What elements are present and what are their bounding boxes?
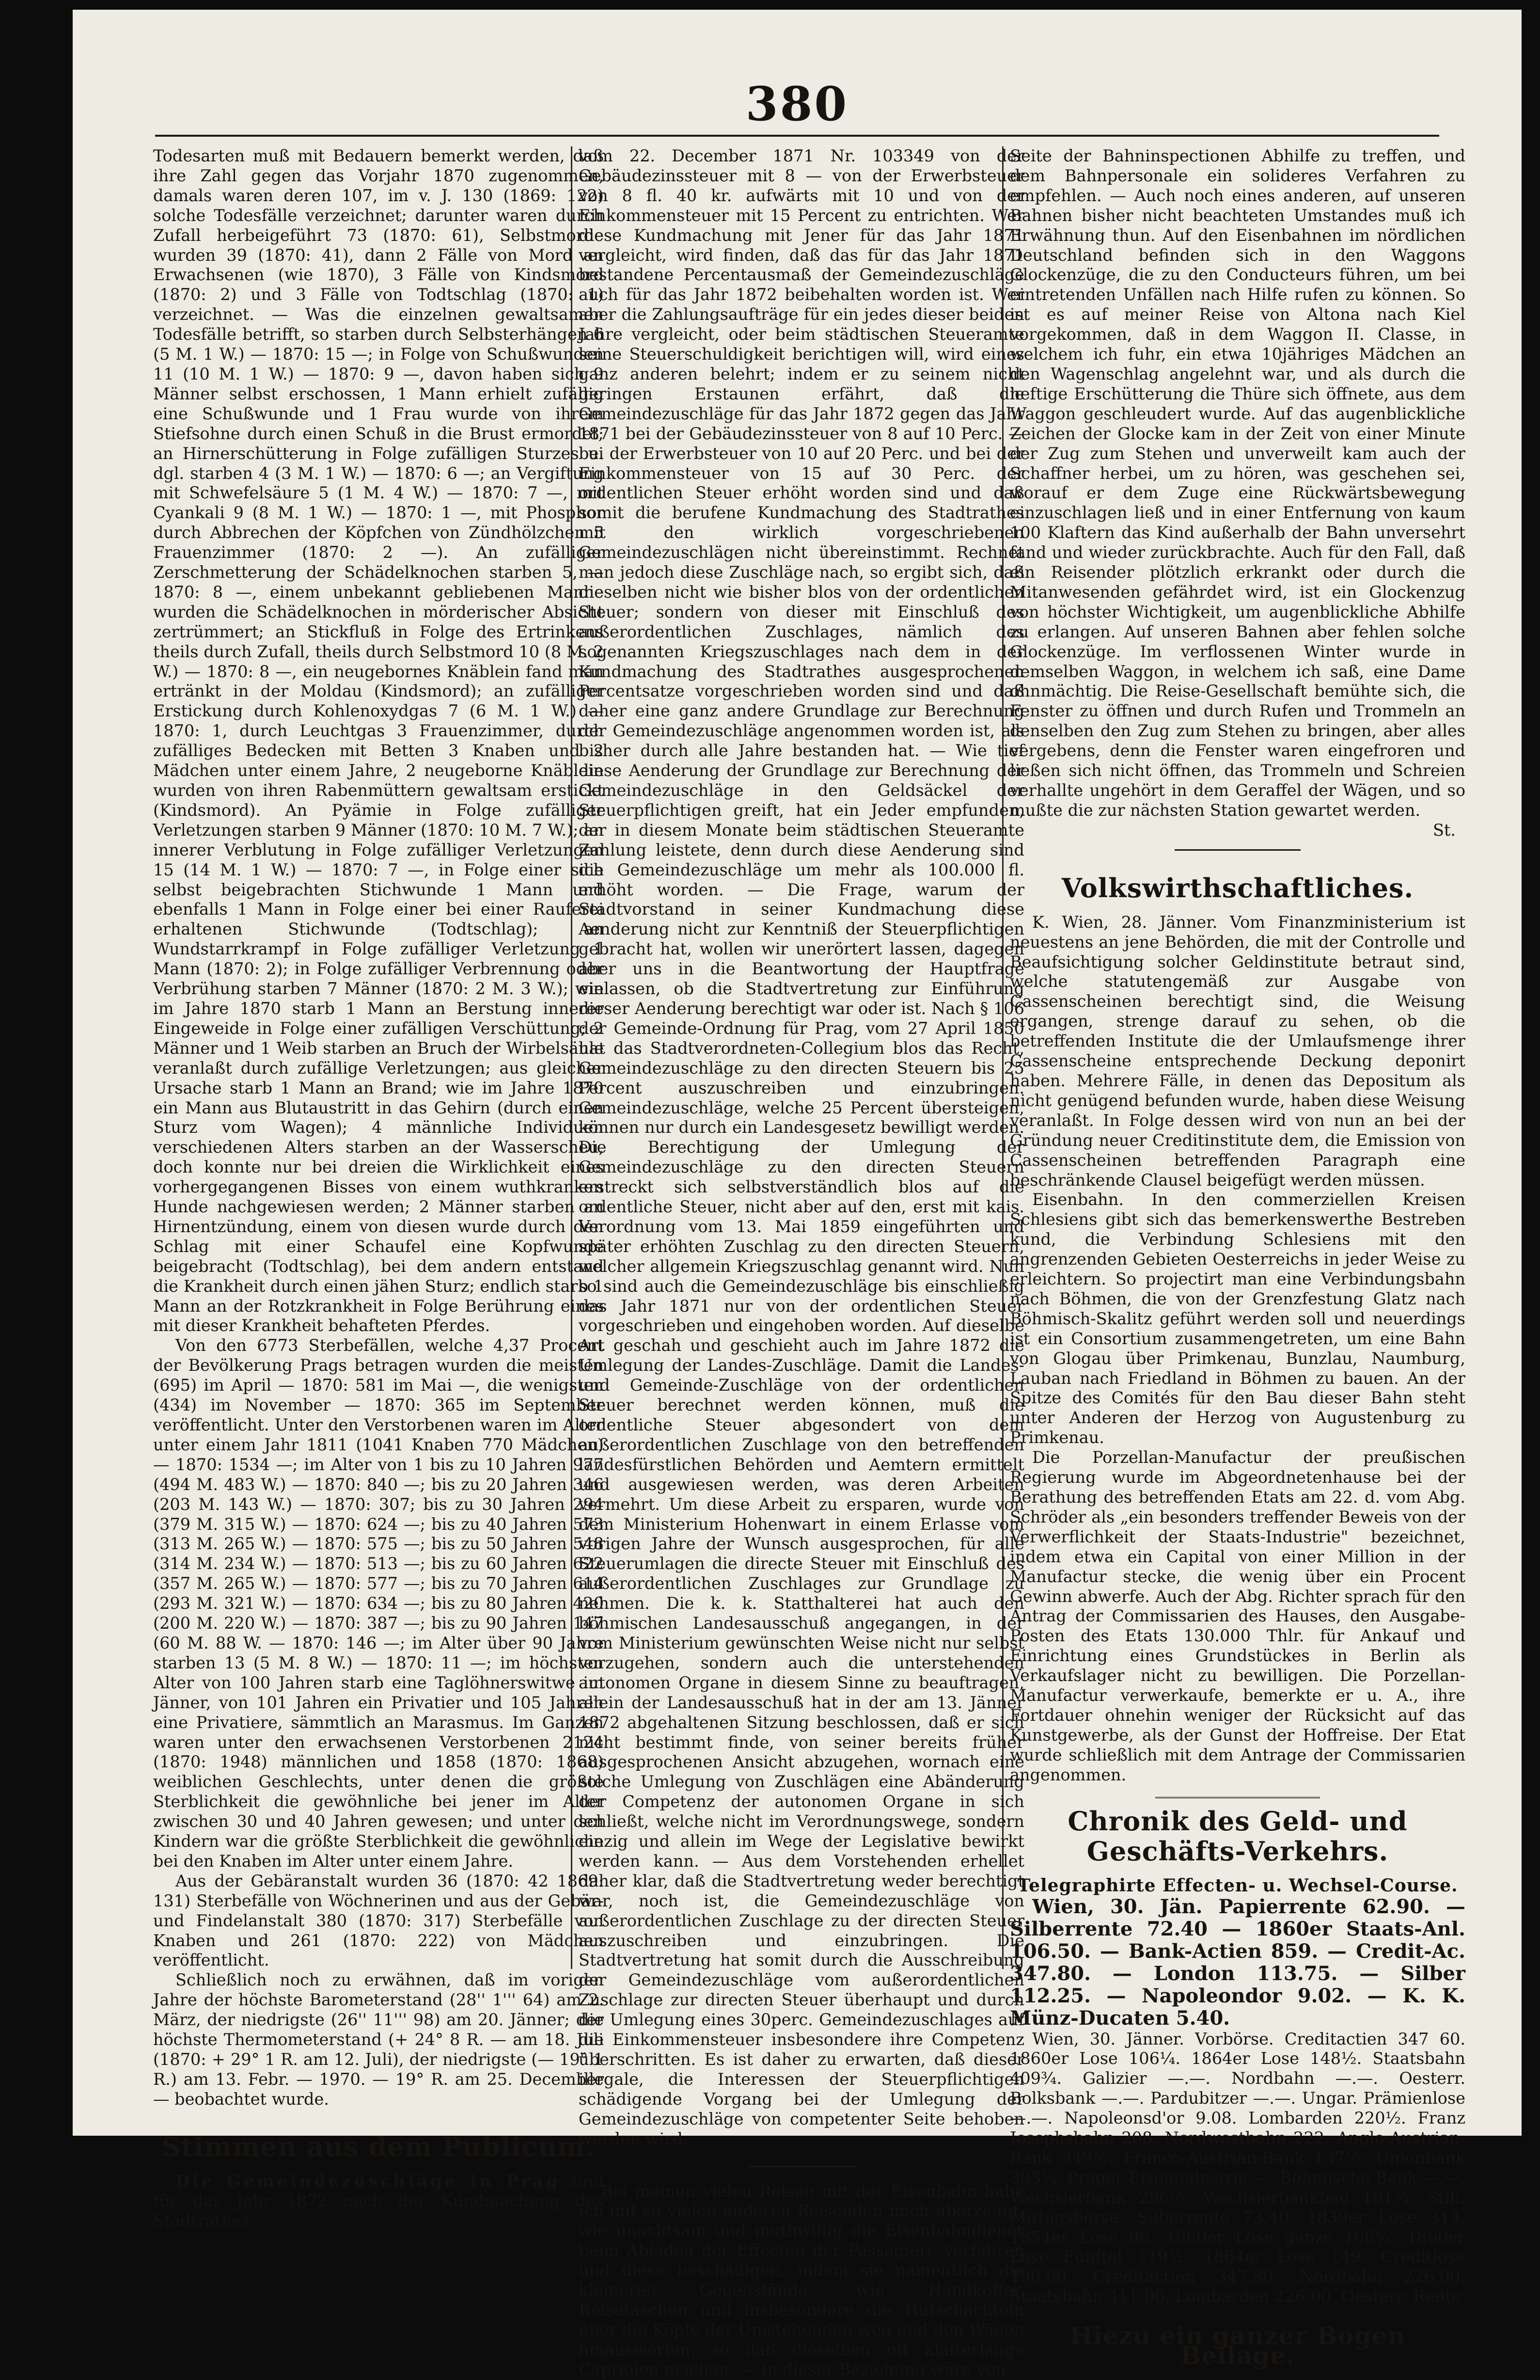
article-paragraph: K. Wien, 28. Jänner. Vom Finanzministerium ist neuestens an jene Behörden, die mit der Controlle und Beaufsichtigung solcher Geldinstitute betraut sind, welche statutengemäß zur Ausgabe von Cassenscheinen berechtigt sind, die Weisung ergangen, strenge darauf zu sehen, ob die betreffenden Institute die der Umlaufsmenge ihrer Cassenscheine entsprechende Deckung deponirt haben. Mehrere Fälle, in denen das Depositum als nicht genügend befunden wurde, haben diese Weisung veranlaßt. In Folge dessen wird von nun an bei der Gründung neuer Creditinstitute dem, die Emission von Cassenscheinen betreffenden Paragraph eine beschränkende Clausel beigefügt werden müssen. bbox=[1010, 912, 1465, 1190]
article-divider bbox=[748, 2166, 855, 2167]
telegraph-heading: Telegraphirte Effecten- u. Wechsel-Course. bbox=[1017, 1875, 1458, 1896]
page-number: 380 bbox=[745, 77, 849, 131]
article-paragraph: Schließlich noch zu erwähnen, daß im vorigen Jahre der höchste Barometerstand (28'' 1''' 64) am 2. März, der niedrigste (26'' 11''' 98) am 20. Jänner; der höchste Thermometerstand (+ 24° 8 R. — am 18. Juli (1870: + 29° 1 R. am 12. Juli), der niedrigste (— 19° 1 R.) am 13. Febr. — 1970. — 19° R. am 25. December — beobachtet wurde. bbox=[153, 1970, 604, 2109]
article-signature: St. bbox=[1432, 820, 1456, 840]
article-paragraph: Todesarten muß mit Bedauern bemerkt werden, daß ihre Zahl gegen das Vorjahr 1870 zugenommen, damals waren deren 107, im v. J. 130 (1869: 122) solche Todesfälle verzeichnet; darunter waren durch Zufall herbeigeführt 73 (1870: 61), Selbstmorde wurden 39 (1870: 41), dann 2 Fälle von Mord an Erwachsenen (wie 1870), 3 Fälle von Kindsmord (1870: 2) und 3 Fälle von Todtschlag (1870: 1) verzeichnet. — Was die einzelnen gewaltsamen Todesfälle betrifft, so starben durch Selbsterhängen 6 (5 M. 1 W.) — 1870: 15 —; in Folge von Schußwunden 11 (10 M. 1 W.) — 1870: 9 —, davon haben sich 9 Männer selbst erschossen, 1 Mann erhielt zufällig eine Schußwunde und 1 Frau wurde von ihrem Stiefsohne durch einen Schuß in die Brust ermordet; an Hirnerschütterung in Folge zufälligen Sturzes u. dgl. starben 4 (3 M. 1 W.) — 1870: 6 —; an Vergiftung mit Schwefelsäure 5 (1 M. 4 W.) — 1870: 7 —, mit Cyankali 9 (8 M. 1 W.) — 1870: 1 —, mit Phosphor durch Abbrechen der Köpfchen von Zündhölzchen 5 Frauenzimmer (1870: 2 —). An zufälliger Zerschmetterung der Schädelknochen starben 5, — 1870: 8 —, einem unbekannt gebliebenen Manne wurden die Schädelknochen in mörderischer Absicht zertrümmert; an Stickfluß in Folge des Ertrinkens theils durch Zufall, theils durch Selbstmord 10 (8 M. 2 W.) — 1870: 8 —, ein neugebornes Knäblein fand man ertränkt in der Moldau (Kindsmord); an zufälliger Erstickung durch Kohlenoxydgas 7 (6 M. 1 W.) — 1870: 1, durch Leuchtgas 3 Frauenzimmer, durch zufälliges Bedecken mit Betten 3 Knaben und 2 Mädchen unter einem Jahre, 2 neugeborne Knäblein wurden von ihren Rabenmüttern gewaltsam erstickt (Kindsmord). An Pyämie in Folge zufälliger Verletzungen starben 9 Männer (1870: 10 M. 7 W.); an innerer Verblutung in Folge zufälliger Verletzungen 15 (14 M. 1 W.) — 1870: 7 —, in Folge einer sich selbst beigebrachten Stichwunde 1 Mann und ebenfalls 1 Mann in Folge einer bei einer Rauferei erhaltenen Stichwunde (Todtschlag); an Wundstarrkrampf in Folge zufälliger Verletzung 1 Mann (1870: 2); in Folge zufälliger Verbrennung oder Verbrühung starben 7 Männer (1870: 2 M. 3 W.); wie im Jahre 1870 starb 1 Mann an Berstung innerer Eingeweide in Folge einer zufälligen Verschüttung; 2 Männer und 1 Weib starben an Bruch der Wirbelsäule veranlaßt durch zufällige Verletzungen; aus gleicher Ursache starb 1 Mann an Brand; wie im Jahre 1870 ein Mann aus Blutaustritt in das Gehirn (durch einen Sturz vom Wagen); 4 männliche Individuen verschiedenen Alters starben an der Wasserscheu, doch konnte nur bei dreien die Wirklichkeit eines vorhergegangenen Bisses von einem wuthkranken Hunde nachgewiesen werden; 2 Männer starben an Hirnentzündung, einem von diesen wurde durch den Schlag mit einer Schaufel eine Kopfwunde beigebracht (Todtschlag), bei dem andern entstand die Krankheit durch einen jähen Sturz; endlich starb 1 Mann an der Rotzkrankheit in Folge Berührung eines mit dieser Krankheit behafteten Pferdes. bbox=[153, 146, 604, 1335]
article-lead: Die Gemeindezuschläge in Prag bbox=[175, 2171, 561, 2190]
section-rule bbox=[1155, 1797, 1320, 1800]
supplement-note: Hiezu ein ganzer Bogen Beilage. bbox=[1069, 2321, 1406, 2370]
right-column bbox=[1010, 146, 1465, 2370]
middle-column bbox=[579, 146, 1024, 2379]
article-paragraph: Die Porzellan-Manufactur der preußischen Regierung wurde im Abgeordnetenhause bei der Berathung des betreffenden Etats am 22. d. vom Abg. Schröder als „ein besonders treffender Beweis von der Verwerflichkeit der Staats-Industrie" bezeichnet, indem etwa ein Capital von einer Million in der Manufactur stecke, die wenig über ein Procent Gewinn abwerfe. Auch der Abg. Richter sprach für den Antrag der Commissarien des Hauses, den Ausgabe-Posten des Etats 130.000 Thlr. für Ankauf und Einrichtung eines Grundstückes in Berlin als Verkaufslager nicht zu bewilligen. Die Porzellan-Manufactur verwerkaufe, bemerkte er u. A., ihre Fortdauer ohnehin weniger der Rücksicht auf das Kunstgewerbe, als der Gunst der Hoffreise. Der Etat wurde schließlich mit dem Antrage der Commissarien angenommen. bbox=[1010, 1448, 1465, 1784]
article-paragraph: Aus der Gebäranstalt wurden 36 (1870: 42 1869: 131) Sterbefälle von Wöchnerinen und aus der Gebär- und Findelanstalt 380 (1870: 317) Sterbefälle von Knaben und 261 (1870: 222) von Mädchen veröffentlicht. bbox=[153, 1871, 604, 1970]
telegraph-quotes: Wien, 30. Jän. Papierrente 62.90. — Silberrente 72.40 — 1860er Staats-Anl. 106.50. — Bank-Actien 859. — Credit-Ac. 347.80. — London 113.75. — Silber 112.25. — Napoleondor 9.02. — K. K. Münz-Ducaten 5.40. bbox=[1010, 1895, 1465, 2030]
article-text: sind für das Jahr 1872 nach der Kundmachung des Stadtrathes bbox=[153, 2171, 604, 2230]
newspaper-page bbox=[73, 10, 1522, 2379]
article-paragraph: vom 22. December 1871 Nr. 103349 von der Gebäudezinssteuer mit 8 — von der Erwerbsteuer von 8 fl. 40 kr. aufwärts mit 10 und von der Einkommensteuer mit 15 Percent zu entrichten. Wer diese Kundmachung mit Jener für das Jahr 1871 vergleicht, wird finden, daß das für das Jahr 1871 bestandene Percentausmaß der Gemeindezuschläge auch für das Jahr 1872 beibehalten worden ist. Wer aber die Zahlungsaufträge für ein jedes dieser beiden Jahre vergleicht, oder beim städtischen Steueramte seine Steuerschuldigkeit berichtigen will, wird eines ganz anderen belehrt; indem er zu seinem nicht geringen Erstaunen erfährt, daß die Gemeindezuschläge für das Jahr 1872 gegen das Jahr 1871 bei der Gebäudezinssteuer von 8 auf 10 Perc. — bei der Erwerbsteuer von 10 auf 20 Perc. und bei der Einkommensteuer von 15 auf 30 Perc. der ordentlichen Steuer erhöht worden sind und daß somit die berufene Kundmachung des Stadtrathes mit den wirklich vorgeschriebenen Gemeindezuschlägen nicht übereinstimmt. Rechnet man jedoch diese Zuschläge nach, so ergibt sich, daß dieselben nicht wie bisher blos von der ordentlichen Steuer; sondern von dieser mit Einschluß des außerordentlichen Zuschlages, nämlich des sogenannten Kriegszuschlages nach dem in der Kundmachung des Stadtrathes ausgesprochenen Percentsatze vorgeschrieben worden sind und daß daher eine ganz andere Grundlage zur Berechnung der Gemeindezuschläge angenommen worden ist, als bisher durch alle Jahre bestanden hat. — Wie tief diese Aenderung der Grundlage zur Berechnung der Gemeindezuschläge in den Geldsäckel der Steuerpflichtigen greift, hat ein Jeder empfunden, der in diesem Monate beim städtischen Steueramte Zahlung leistete, denn durch diese Aenderung sind die Gemeindezuschläge um mehr als 100.000 fl. erhöht worden. — Die Frage, warum der Stadtvorstand in seiner Kundmachung diese Aenderung nicht zur Kenntniß der Steuerpflichtigen gebracht hat, wollen wir unerörtert lassen, dagegen aber uns in die Beantwortung der Hauptfrage einlassen, ob die Stadtvertretung zur Einführung dieser Aenderung berechtigt war oder ist. Nach § 106 der Gemeinde-Ordnung für Prag, vom 27 April 1850 hat das Stadtverordneten-Collegium blos das Recht, Gemeindezuschläge zu den directen Steuern bis 25 Percent auszuschreiben und einzubringen. Gemeindezuschläge, welche 25 Percent übersteigen, können nur durch ein Landesgesetz bewilligt werden. Die Berechtigung der Umlegung der Gemeindezuschläge zu den directen Steuern erstreckt sich selbstverständlich blos auf die ordentliche Steuer, nicht aber auf den, erst mit kais. Verordnung vom 13. Mai 1859 eingeführten und später erhöhten Zuschlag zu den directen Steuern, welcher allgemein Kriegszuschlag genannt wird. Nun so sind auch die Gemeindezuschläge bis einschließig das Jahr 1871 nur von der ordentlichen Steuer vorgeschrieben und eingehoben worden. Auf dieselbe Art geschah und geschieht auch im Jahre 1872 die Umlegung der Landes-Zuschläge. Damit die Landes- und Gemeinde-Zuschläge von der ordentlichen Steuer berechnet werden können, muß die ordentliche Steuer abgesondert von dem außerordentlichen Zuschlage von den betreffenden landesfürstlichen Behörden und Aemtern ermittelt und ausgewiesen werden, was deren Arbeiten vermehrt. Um diese Arbeit zu ersparen, wurde von dem Ministerium Hohenwart in einem Erlasse vom vorigen Jahre der Wunsch ausgesprochen, für alle Steuerumlagen die directe Steuer mit Einschluß des außerordentlichen Zuschlages zur Grundlage zu nehmen. Die k. k. Statthalterei hat auch den böhmischen Landesausschuß angegangen, in der vom Ministerium gewünschten Weise nicht nur selbst vorzugehen, sondern auch die unterstehenden autonomen Organe in diesem Sinne zu beauftragen, allein der Landesausschuß hat in der am 13. Jänner 1872 abgehaltenen Sitzung beschlossen, daß er sich nicht bestimmt finde, von seiner bereits früher ausgesprochenen Ansicht abzugehen, wornach eine solche Umlegung von Zuschlägen eine Abänderung der Competenz der autonomen Organe in sich schließt, welche nicht im Verordnungswege, sondern einzig und allein im Wege der Legislative bewirkt werden kann. — Aus dem Vorstehenden erhellet daher klar, daß die Stadtvertretung weder berechtigt war, noch ist, die Gemeindezuschläge von außerordentlichen Zuschlage zu der directen Steuer auszuschreiben und einzubringen. Die Stadtvertretung hat somit durch die Ausschreibung der Gemeindezuschläge vom außerordentlichen Zuschlage zur directen Steuer überhaupt und durch die Umlegung eines 30perc. Gemeindezuschlages auf die Einkommensteuer insbesondere ihre Competenz überschritten. Es ist daher zu erwarten, daß dieser illegale, die Interessen der Steuerpflichtigen schädigende Vorgang bei der Umlegung der Gemeindezuschläge von competenter Seite behoben werden wird. bbox=[579, 146, 1024, 2148]
boerse-report: Wien, 30. Jänner. Vorbörse. Creditactien 347 60. 1860er Lose 106¼. 1864er Lose 148½. Staatsbahn 409¾. Galizier —.—. Nordbahn —.—. Oesterr. Bolksbank —.—. Pardubitzer —.—. Ungar. Prämienlose —.—. Napoleonsd'or 9.08. Lombarden 220½. Franz Josephsbahn 208. Nordwestbahn 222. Anglo-Austrian-Bank 349½. Franco-Austrian-Bank 137½. Unionbank 303¾. Prager Eisenindustrie —. Böhmische Bank —.—. Wechslerbank 296½. Wechslerbankbau 101¾. Still. Mittagsbörse. Silberrente 73.40. 1839er Lose 314. 1854er Lose 96. 1860er Lose ganze 106½. 1860er Lose Fünftel 119½. 1864er Lose 149. Creditlose 190.00. Creditactien 347.80. Nordbahn 226.00. Staatsbahn 411.00. Lombarden 226.00. Oesterr. Rente bbox=[1010, 2029, 1465, 2306]
article-paragraph: Bei meinen vielen Reisen mit der Eisenbahn habe ich mit so vielen anderen Reisenden mich überzeugt, wie unachtsam und muthwillig die Eisenbahndiener beim Abladen der Effecten der Passagiere verfahren und diese beschädigen, indem sie namentlich die kleineren Gegenstände, wie Handkoffer, Reisetaschen und insbesondere die Hutschachteln über die Köpfe der Umstehenden weg und den Wägen hinauswerfen, so daß dieselben oft klafterlange Capriolen machen. — In dieser Beziehung wäre von bbox=[579, 2181, 1024, 2379]
left-column bbox=[153, 146, 604, 2230]
article-paragraph bbox=[153, 2172, 604, 2231]
section-rule bbox=[1175, 849, 1301, 851]
section-title-volkswirthschaft: Volkswirthschaftliches. bbox=[1061, 872, 1414, 904]
section-title-publicum: Stimmen aus dem Publicum. bbox=[161, 2131, 596, 2162]
article-paragraph: Seite der Bahninspectionen Abhilfe zu treffen, und dem Bahnpersonale ein solideres Verfahren zu empfehlen. — Auch noch eines anderen, auf unseren Bahnen bisher nicht beachteten Umstandes muß ich Erwähnung thun. Auf den Eisenbahnen im nördlichen Deutschland befinden sich in den Waggons Glockenzüge, die zu den Conducteurs führen, um bei eintretenden Unfällen nach Hilfe rufen zu können. So ist es auf meiner Reise von Altona nach Kiel vorgekommen, daß in dem Waggon II. Classe, in welchem ich fuhr, ein etwa 10jähriges Mädchen an den Wagenschlag angelehnt war, und als durch die heftige Erschütterung die Thüre sich öffnete, aus dem Waggon geschleudert wurde. Auf das augenblickliche Zeichen der Glocke kam in der Zeit von einer Minute der Zug zum Stehen und unverweilt kam auch der Schaffner herbei, um zu hören, was geschehen sei, worauf er dem Zuge eine Rückwärtsbewegung einzuschlagen ließ und in einer Entfernung von kaum 100 Klaftern das Kind außerhalb der Bahn unversehrt fand und wieder zurückbrachte. Auch für den Fall, daß ein Reisender plötzlich erkrankt oder durch die Mitanwesenden gefährdet wird, ist ein Glockenzug von höchster Wichtigkeit, um augenblickliche Abhilfe zu erlangen. Auf unseren Bahnen aber fehlen solche Glockenzüge. Im verflossenen Winter wurde in demselben Waggon, in welchem ich saß, eine Dame ohnmächtig. Die Reise-Gesellschaft bemühte sich, die Fenster zu öffnen und durch Rufen und Trommeln an denselben den Zug zum Stehen zu bringen, aber alles vergebens, denn die Fenster waren eingefroren und ließen sich nicht öffnen, das Trommeln und Schreien verhallte ungehört in dem Geraffel der Wägen, und so mußte die zur nächsten Station gewartet werden. bbox=[1010, 146, 1465, 820]
article-paragraph: Von den 6773 Sterbefällen, welche 4,37 Procent der Bevölkerung Prags betragen wurden die meisten (695) im April — 1870: 581 im Mai —, die wenigsten (434) im November — 1870: 365 im September veröffentlicht. Unter den Verstorbenen waren im Alter unter einem Jahr 1811 (1041 Knaben 770 Mädchen) — 1870: 1534 —; im Alter von 1 bis zu 10 Jahren 977 (494 M. 483 W.) — 1870: 840 —; bis zu 20 Jahren 346 (203 M. 143 W.) — 1870: 307; bis zu 30 Jahren 294 (379 M. 315 W.) — 1870: 624 —; bis zu 40 Jahren 573 (313 M. 265 W.) — 1870: 575 —; bis zu 50 Jahren 548 (314 M. 234 W.) — 1870: 513 —; bis zu 60 Jahren 622 (357 M. 265 W.) — 1870: 577 —; bis zu 70 Jahren 614 (293 M. 321 W.) — 1870: 634 —; bis zu 80 Jahren 420 (200 M. 220 W.) — 1870: 387 —; bis zu 90 Jahren 147 (60 M. 88 W. — 1870: 146 —; im Alter über 90 Jahre starben 13 (5 M. 8 W.) — 1870: 11 —; im höchsten Alter von 100 Jahren starb eine Taglöhnerswitwe im Jänner, von 101 Jahren ein Privatier und 105 Jahren eine Privatiere, sämmtlich an Marasmus. Im Ganzen waren unter den erwachsenen Verstorbenen 2124 (1870: 1948) männlichen und 1858 (1870: 1868) weiblichen Geschlechts, unter denen die größte Sterblichkeit die gewöhnliche bei jener im Alter zwischen 30 und 40 Jahren gewesen; und unter den Kindern war die größte Sterblichkeit die gewöhnliche bei den Knaben im Alter unter einem Jahre. bbox=[153, 1336, 604, 1871]
article-paragraph: Eisenbahn. In den commerziellen Kreisen Schlesiens gibt sich das bemerkenswerthe Bestreben kund, die Verbindung Schlesiens mit den angrenzenden Gebieten Oesterreichs in jeder Weise zu erleichtern. So projectirt man eine Verbindungsbahn nach Böhmen, die von der Grenzfestung Glatz nach Böhmisch-Skalitz geführt werden soll und neuerdings ist ein Consortium zusammengetreten, um eine Bahn von Glogau über Primkenau, Bunzlau, Naumburg, Lauban nach Friedland in Böhmen zu bauen. An der Spitze des Comités für den Bau dieser Bahn steht unter Anderen der Herzog von Augustenburg zu Primkenau. bbox=[1010, 1190, 1465, 1447]
header-rule bbox=[155, 135, 1439, 137]
section-title-chronik: Chronik des Geld- und Geschäfts-Verkehrs. bbox=[1068, 1805, 1408, 1867]
